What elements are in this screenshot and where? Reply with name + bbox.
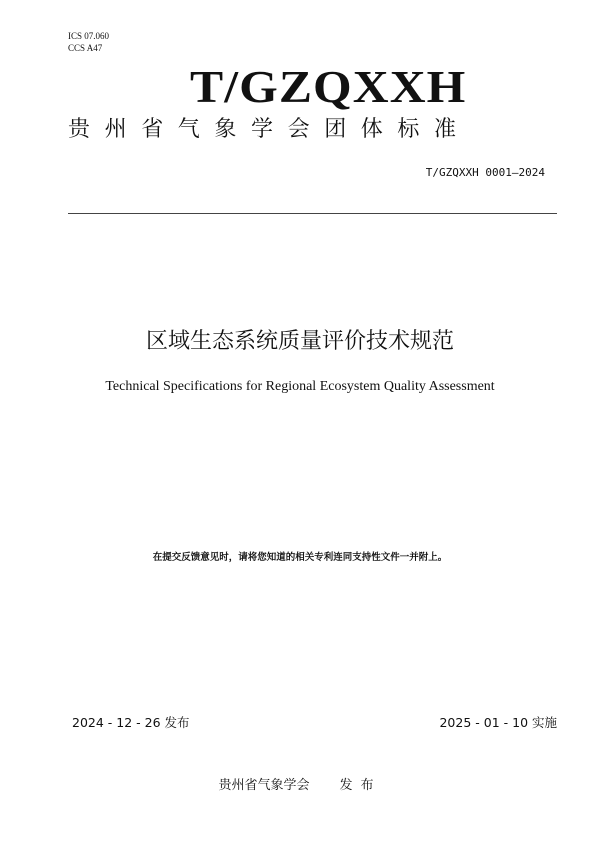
issue-date: 2024 - 12 - 26 发布 bbox=[72, 715, 190, 730]
standard-logo: T/GZQXXH bbox=[190, 61, 467, 112]
publisher-line bbox=[0, 777, 600, 795]
document-title-english: Technical Specifications for Regional Ecosystem Quality Assessment bbox=[105, 379, 495, 394]
patent-notice: 在提交反馈意见时，请将您知道的相关专利连同支持性文件一并附上。 bbox=[152, 552, 448, 563]
publisher-verb: 发布 bbox=[339, 778, 382, 793]
implementation-date: 2025 - 01 - 10 实施 bbox=[439, 715, 557, 730]
ccs-code: CCS A47 bbox=[68, 43, 103, 53]
classification-codes bbox=[68, 30, 109, 54]
standard-number: T/GZQXXH 0001—2024 bbox=[425, 166, 545, 179]
org-standard-title: 贵州省气象学会团体标准 bbox=[68, 117, 471, 142]
publisher-org: 贵州省气象学会 bbox=[218, 778, 310, 793]
ics-code: ICS 07.060 bbox=[68, 31, 110, 41]
header-divider bbox=[68, 213, 557, 214]
document-title-chinese: 区域生态系统质量评价技术规范 bbox=[145, 329, 454, 354]
